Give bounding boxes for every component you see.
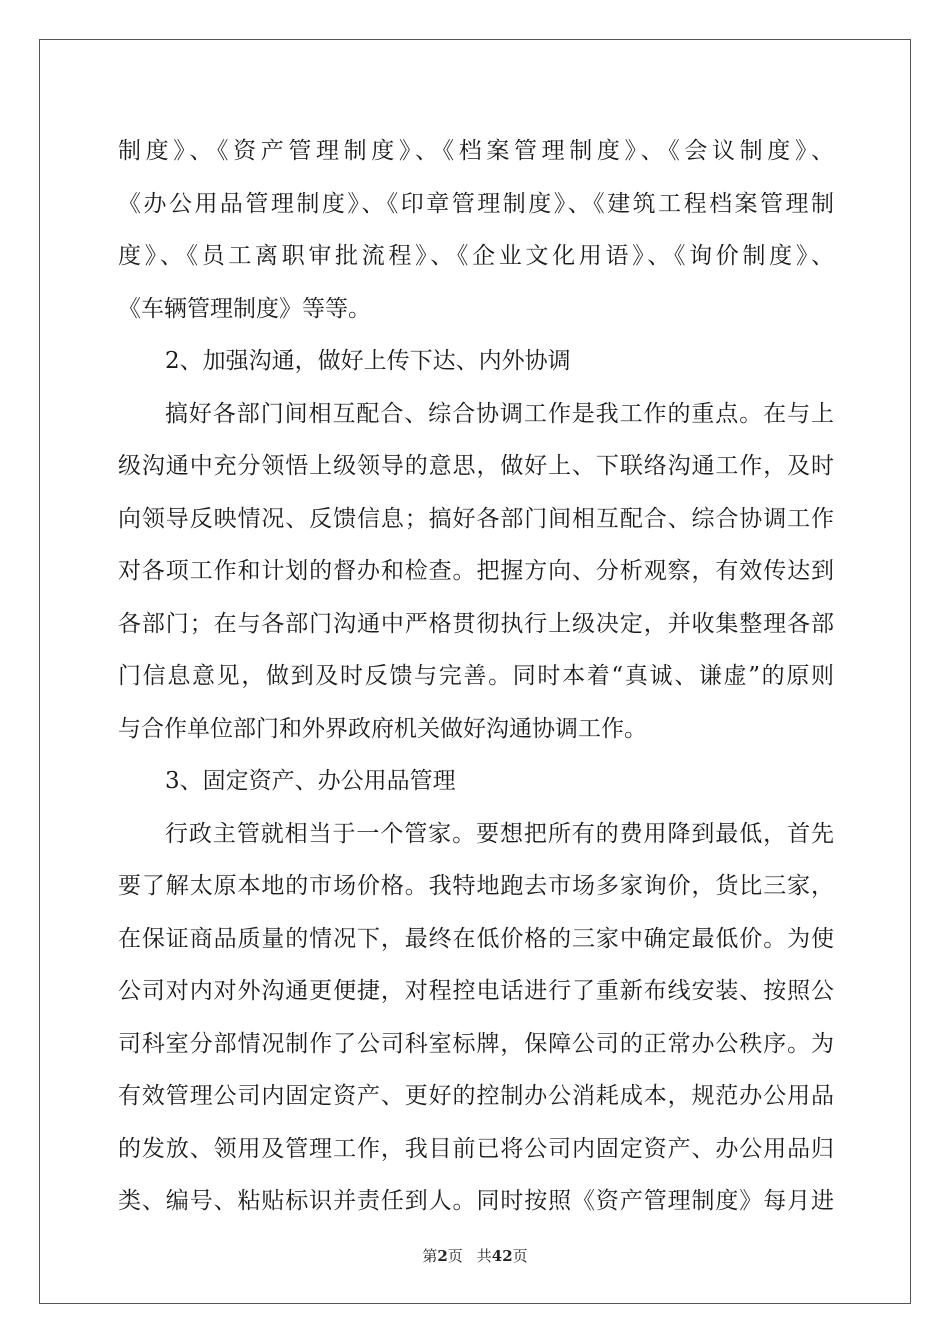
body-line: 级沟通中充分领悟上级领导的意思，做好上、下联络沟通工作，及时 — [118, 453, 834, 479]
body-line: 有效管理公司内固定资产、更好的控制办公消耗成本，规范办公用品 — [118, 1083, 834, 1109]
total-prefix: 共 — [476, 1247, 492, 1265]
document-body — [118, 125, 834, 1228]
body-line: 搞好各部门间相互配合、综合协调工作是我工作的重点。在与上 — [165, 400, 834, 427]
total-page-number: 42 — [491, 1247, 513, 1265]
page-prefix: 第 — [422, 1247, 438, 1265]
body-line: 与合作单位部门和外界政府机关做好沟通协调工作。 — [118, 715, 647, 742]
body-line: 类、编号、粘贴标识并责任到人。同时按照《资产管理制度》每月进 — [118, 1188, 834, 1214]
current-page-number: 2 — [437, 1247, 448, 1265]
section-heading: 2、加强沟通，做好上传下达、内外协调 — [165, 348, 571, 374]
page-suffix: 页 — [447, 1247, 463, 1265]
body-line: 《车辆管理制度》等等。 — [118, 295, 371, 322]
body-line: 在保证商品质量的情况下，最终在低价格的三家中确定最低价。为使 — [118, 925, 834, 952]
body-line: 对各项工作和计划的督办和检查。把握方向、分析观察，有效传达到 — [118, 558, 834, 584]
body-line: 门信息意见，做到及时反馈与完善。同时本着“真诚、谦虚”的原则 — [118, 663, 834, 689]
body-line: 的发放、领用及管理工作，我目前已将公司内固定资产、办公用品归 — [118, 1135, 834, 1162]
body-line: 行政主管就相当于一个管家。要想把所有的费用降到最低，首先 — [165, 820, 834, 847]
body-line: 司科室分部情况制作了公司科室标牌，保障公司的正常办公秩序。为 — [118, 1030, 834, 1057]
body-line: 要了解太原本地的市场价格。我特地跑去市场多家询价，货比三家， — [118, 873, 834, 899]
total-suffix: 页 — [512, 1247, 528, 1265]
page-footer — [0, 1246, 950, 1266]
section-heading: 3、固定资产、办公用品管理 — [165, 768, 456, 794]
body-line: 制度》、《资产管理制度》、《档案管理制度》、《会议制度》、 — [118, 138, 834, 164]
body-line: 公司对内对外沟通更便捷，对程控电话进行了重新布线安装、按照公 — [118, 978, 834, 1004]
body-line: 向领导反映情况、反馈信息；搞好各部门间相互配合、综合协调工作 — [118, 505, 834, 532]
body-line: 《办公用品管理制度》、《印章管理制度》、《建筑工程档案管理制 — [118, 190, 834, 217]
body-line: 各部门；在与各部门沟通中严格贯彻执行上级决定，并收集整理各部 — [118, 610, 834, 637]
body-line: 度》、《员工离职审批流程》、《企业文化用语》、《询价制度》、 — [118, 243, 834, 269]
